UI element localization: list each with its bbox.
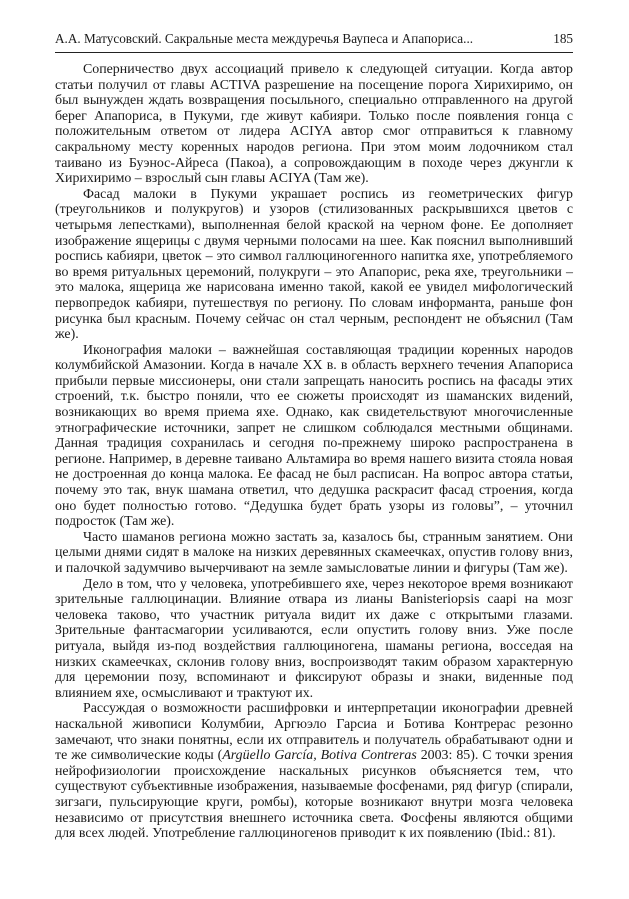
paragraph-text: Соперничество двух ассоциаций привело к следующей ситуации. Когда автор статьи получил от главы ACTIVA разрешение на посещение порога Хирихиримо, он был вынужден ждать возвращения посыльного, специально отправленного на другой берег Апапориса, в Пукуми, где живут кабияри. Только после появления гонца с положительным ответом от лидера ACIYA автор смог отправиться к главному сакральному месту коренных народов региона. При этом моим лодочником стал таивано из Буэнос-Айреса (Пакоа), а сопровождающим в походе через джунгли к Хирихиримо – взрослый сын главы ACIYA (Там же). xyxy=(55,62,573,187)
paragraph-2 xyxy=(55,187,573,343)
paragraph-text: Фасад малоки в Пукуми украшает роспись из геометрических фигур (треугольников и полукругов) и узоров (стилизованных раскрывшихся цветов с четырьмя лепестками), выполненная белой краской на черном фоне. Ее дополняет изображение ящерицы с двумя черными полосами на шее. Как пояснил выполнивший роспись кабияри, цветок – это символ галлюциногенного напитка яхе, употребляемого во время ритуальных церемоний, полукруги – это Апапорис, река яхе, треугольники – это малока, ящерица же нарисована именно такой, какой ее увидел мифологический первопредок кабияри, путешествуя по региону. По словам информанта, раньше фон рисунка был красным. Почему сейчас он стал черным, респондент не объяснил (Там же). xyxy=(55,186,573,343)
page-number: 185 xyxy=(553,31,573,46)
paragraph-text: Дело в том, что у человека, употребившего яхе, через некоторое время возникают зрительные галлюцинации. Влияние отвара из лианы Banisteriopsis caapi на мозг человека таково, что участник ритуала видит их даже с открытыми глазами. Зрительные фантасмагории усиливаются, если опустить голову вниз. Уже после ритуала, выйдя из-под воздействия галлюциногена, шаманы региона, восседая на низких скамеечках, склонив голову вниз, воспроизводят таким образом характерную для церемонии позу, вспоминают и фиксируют образы и знаки, виденные под влиянием яхе, осмысливают и трактуют их. xyxy=(55,576,573,701)
paragraph-3 xyxy=(55,343,573,530)
paragraph-text: 2003: 85). С точки зрения нейрофизиологии происхождение наскальных рисунков объясняется тем, что существуют субъективные изображения, называемые фосфенами, ряд фигур (спирали, зигзаги, пульсирующие круги, ромбы), которые возникают внутри мозга человека независимо от присутствия внешнего источника света. Фосфены являются общими для всех людей. Употребление галлюциногенов приводит к их появлению (Ibid.: 81). xyxy=(55,748,573,842)
header-rule xyxy=(55,52,573,53)
paragraph-1 xyxy=(55,62,573,187)
paragraph-text: Часто шаманов региона можно застать за, казалось бы, странным занятием. Они целыми днями сидят в малоке на низких деревянных скамеечках, опустив голову вниз, и палочкой задумчиво вычерчивают на земле замысловатые линии и фигуры (Там же). xyxy=(55,529,573,576)
paragraph-text: Рассуждая о возможности расшифровки и интерпретации иконографии древней наскальной живописи Колумбии, Аргюэло Гарсиа и Ботива Контрерас резонно замечают, что знаки понятны, если их отправитель и получатель обрабатывают одни и те же символические коды ( xyxy=(55,701,573,764)
paragraph-4 xyxy=(55,530,573,577)
paragraph-6 xyxy=(55,701,573,841)
running-title: А.А. Матусовский. Сакральные места междуречья Ваупеса и Апапориса... xyxy=(55,31,474,46)
citation-authors: Argüello García, Botiva Contreras xyxy=(222,748,417,764)
article-body xyxy=(55,62,573,842)
paragraph-5 xyxy=(55,577,573,702)
paragraph-text: Иконография малоки – важнейшая составляющая традиции коренных народов колумбийской Амазонии. Когда в начале XX в. в область верхнего течения Апапориса прибыли первые миссионеры, они стали запрещать наносить роспись на фасады этих строений, т.к. быстро поняли, что ее сюжеты происходят из шаманских видений, возникающих во время приема яхе. Однако, как свидетельствуют многочисленные этнографические источники, запрет не слишком соблюдался местными общинами. Данная традиция сохранилась и сегодня по-прежнему широко распространена в регионе. Например, в деревне таивано Альтамира во время нашего визита стояла новая не достроенная до конца малока. Ее фасад не был расписан. На вопрос автора статьи, почему это так, внук шамана ответил, что дедушка раскрасит фасад строения, когда оно будет полностью готово. “Дедушка будет брать узоры из головы”, – уточнил подросток (Там же). xyxy=(55,342,573,530)
